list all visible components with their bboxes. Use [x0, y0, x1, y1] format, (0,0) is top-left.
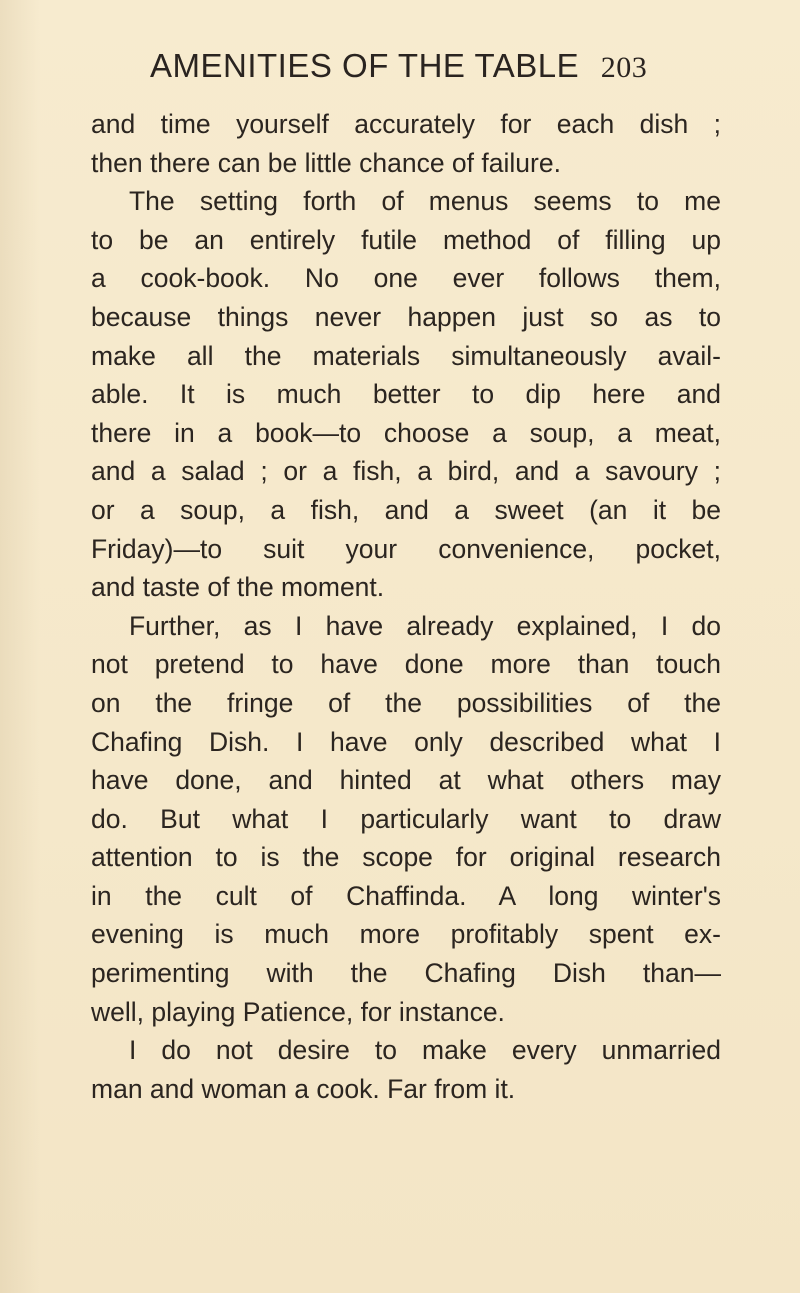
text-line: have done, and hinted at what others may	[91, 765, 721, 796]
page-number: 203	[600, 51, 648, 84]
text-line: then there can be little chance of failure.	[91, 147, 561, 178]
text-line: on the fringe of the possibilities of the	[91, 687, 721, 718]
text-line: evening is much more profitably spent ex-	[91, 919, 721, 950]
body-text	[91, 105, 721, 1108]
text-line: because things never happen just so as to	[91, 301, 721, 332]
text-line: The setting forth of menus seems to me	[129, 186, 721, 217]
text-line: do. But what I particularly want to draw	[91, 803, 721, 834]
text-line: perimenting with the Chafing Dish than—	[91, 958, 721, 989]
text-line: able. It is much better to dip here and	[91, 379, 721, 410]
text-line: I do not desire to make every unmarried	[129, 1035, 721, 1066]
text-line: man and woman a cook. Far from it.	[91, 1073, 516, 1104]
running-head-title: AMENITIES OF THE TABLE	[150, 47, 580, 84]
text-line: and time yourself accurately for each dish ;	[91, 109, 721, 139]
text-line: a cook-book. No one ever follows them,	[91, 263, 721, 294]
text-line: to be an entirely futile method of filling up	[91, 224, 721, 255]
text-line: Friday)—to suit your convenience, pocket,	[91, 533, 721, 564]
text-line: in the cult of Chaffinda. A long winter's	[91, 880, 721, 911]
text-line: attention to is the scope for original research	[91, 842, 721, 873]
text-line: Further, as I have already explained, I do	[129, 610, 721, 641]
text-line: make all the materials simultaneously avail-	[91, 340, 721, 371]
text-line: and a salad ; or a fish, a bird, and a savoury ;	[91, 456, 721, 487]
text-line: not pretend to have done more than touch	[91, 649, 721, 680]
text-line: or a soup, a fish, and a sweet (an it be	[91, 494, 721, 525]
text-line: and taste of the moment.	[91, 572, 385, 603]
text-line: Chafing Dish. I have only described what I	[91, 726, 721, 757]
running-head	[150, 47, 750, 85]
text-line: there in a book—to choose a soup, a meat,	[91, 417, 721, 448]
text-line: well, playing Patience, for instance.	[91, 996, 505, 1027]
